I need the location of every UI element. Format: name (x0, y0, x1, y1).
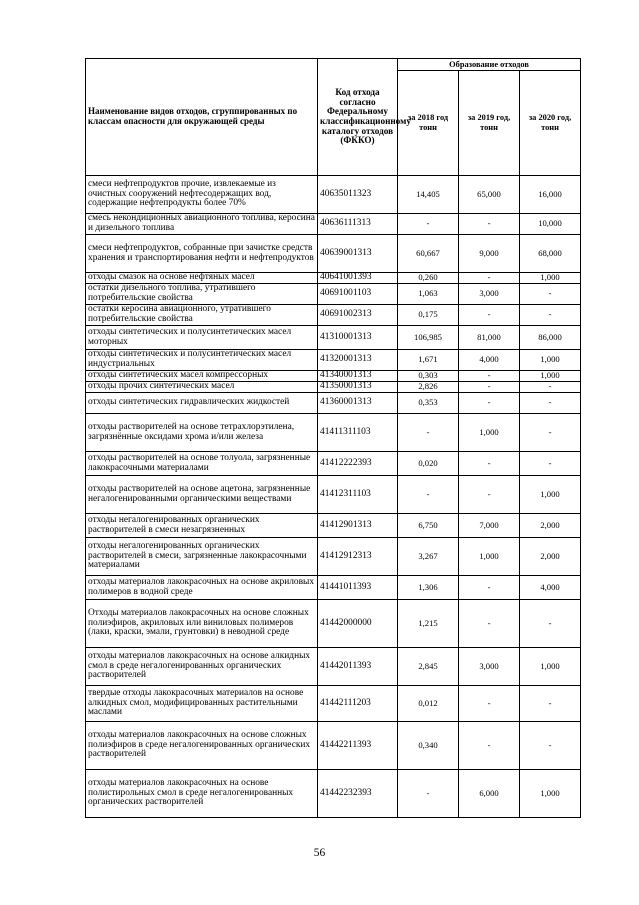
value-2020-cell: - (520, 414, 581, 452)
waste-name-cell: отходы синтетических гидравлических жидкостей (86, 393, 318, 414)
value-2018-cell: 0,020 (398, 452, 459, 476)
value-2020-cell: 1,000 (520, 371, 581, 382)
value-2020-cell: 1,000 (520, 350, 581, 371)
value-2019-cell: - (459, 214, 520, 235)
value-2020-cell: - (520, 722, 581, 770)
fkko-code-cell: 41320001313 (318, 350, 398, 371)
table-row (86, 214, 581, 235)
fkko-code-cell: 41442232393 (318, 770, 398, 818)
waste-name-cell: отходы растворителей на основе толуола, загрязненные лакокрасочными материалами (86, 452, 318, 476)
value-2019-cell: - (459, 722, 520, 770)
value-2019-cell: 1,000 (459, 414, 520, 452)
waste-name-cell: отходы растворителей на основе тетрахлорэтилена, загрязнённые оксидами хрома и/или железа (86, 414, 318, 452)
value-2018-cell: 1,306 (398, 576, 459, 600)
value-2019-cell: 81,000 (459, 326, 520, 350)
value-2019-cell: - (459, 600, 520, 648)
value-2020-cell: - (520, 382, 581, 393)
value-2020-cell: - (520, 600, 581, 648)
value-2020-cell: 4,000 (520, 576, 581, 600)
header-waste-generation: Образование отходов (398, 59, 581, 71)
value-2019-cell: - (459, 273, 520, 284)
value-2018-cell: 14,405 (398, 176, 459, 214)
value-2019-cell: - (459, 476, 520, 514)
fkko-code-cell: 41442111203 (318, 686, 398, 722)
value-2020-cell: - (520, 686, 581, 722)
table-row (86, 476, 581, 514)
value-2019-cell: 1,000 (459, 538, 520, 576)
table-row (86, 514, 581, 538)
value-2020-cell: - (520, 284, 581, 305)
value-2019-cell: - (459, 452, 520, 476)
waste-name-cell: отходы растворителей на основе ацетона, загрязненные негалогенированными органическими веществами (86, 476, 318, 514)
value-2018-cell: 106,985 (398, 326, 459, 350)
table-row (86, 770, 581, 818)
value-2019-cell: 7,000 (459, 514, 520, 538)
value-2020-cell: 1,000 (520, 273, 581, 284)
header-waste-name: Наименование видов отходов, сгруппированных по классам опасности для окружающей среды (86, 59, 318, 176)
waste-name-cell: отходы негалогенированных органических растворителей в смеси незагрязненных (86, 514, 318, 538)
waste-name-cell: остатки керосина авиационного, утратившего потребительские свойства (86, 305, 318, 326)
value-2018-cell: 60,667 (398, 235, 459, 273)
fkko-code-cell: 40641001393 (318, 273, 398, 284)
table-row (86, 600, 581, 648)
value-2019-cell: 4,000 (459, 350, 520, 371)
value-2018-cell: 1,215 (398, 600, 459, 648)
value-2020-cell: - (520, 393, 581, 414)
waste-name-cell: остатки дизельного топлива, утратившего потребительские свойства (86, 284, 318, 305)
value-2020-cell: 1,000 (520, 648, 581, 686)
header-year-2018: за 2018 год тонн (398, 71, 459, 176)
value-2019-cell: 65,000 (459, 176, 520, 214)
value-2018-cell: 2,826 (398, 382, 459, 393)
table-row (86, 350, 581, 371)
value-2018-cell: 2,845 (398, 648, 459, 686)
fkko-code-cell: 41441011393 (318, 576, 398, 600)
value-2020-cell: 1,000 (520, 770, 581, 818)
waste-name-cell: смесь некондиционных авиационного топлива, керосина и дизельного топлива (86, 214, 318, 235)
page-number: 56 (313, 847, 326, 859)
value-2019-cell: - (459, 382, 520, 393)
fkko-code-cell: 40691001103 (318, 284, 398, 305)
table-row (86, 305, 581, 326)
value-2019-cell: - (459, 371, 520, 382)
fkko-code-cell: 40691002313 (318, 305, 398, 326)
waste-name-cell: твердые отходы лакокрасочных материалов на основе алкидных смол, модифицированных растительными маслами (86, 686, 318, 722)
value-2019-cell: - (459, 305, 520, 326)
value-2018-cell: 0,260 (398, 273, 459, 284)
table-row (86, 273, 581, 284)
waste-name-cell: отходы материалов лакокрасочных на основе сложных полиэфиров в среде негалогенированных органических растворителей (86, 722, 318, 770)
waste-name-cell: смеси нефтепродуктов, собранные при зачистке средств хранения и транспортирования нефти и нефтепродуктов (86, 235, 318, 273)
fkko-code-cell: 41310001313 (318, 326, 398, 350)
value-2019-cell: 3,000 (459, 284, 520, 305)
value-2018-cell: - (398, 214, 459, 235)
fkko-code-cell: 40639001313 (318, 235, 398, 273)
waste-name-cell: отходы прочих синтетических масел (86, 382, 318, 393)
waste-name-cell: отходы синтетических и полусинтетических масел индустриальных (86, 350, 318, 371)
value-2018-cell: 1,063 (398, 284, 459, 305)
value-2018-cell: 0,353 (398, 393, 459, 414)
table-row (86, 176, 581, 214)
waste-name-cell: смеси нефтепродуктов прочие, извлекаемые из очистных сооружений нефтесодержащих вод, содержащие нефтепродукты более 70% (86, 176, 318, 214)
fkko-code-cell: 41442011393 (318, 648, 398, 686)
fkko-code-cell: 41412311103 (318, 476, 398, 514)
table-row (86, 722, 581, 770)
value-2019-cell: 9,000 (459, 235, 520, 273)
fkko-code-cell: 41340001313 (318, 371, 398, 382)
waste-table (85, 58, 581, 818)
value-2019-cell: - (459, 686, 520, 722)
table-row (86, 284, 581, 305)
table-row (86, 538, 581, 576)
value-2020-cell: 2,000 (520, 538, 581, 576)
value-2019-cell: 6,000 (459, 770, 520, 818)
waste-name-cell: отходы материалов лакокрасочных на основе алкидных смол в среде негалогенированных органических растворителей (86, 648, 318, 686)
header-year-2019: за 2019 год, тонн (459, 71, 520, 176)
waste-name-cell: отходы материалов лакокрасочных на основе полистирольных смол в среде негалогенированных органических растворителей (86, 770, 318, 818)
value-2020-cell: - (520, 305, 581, 326)
fkko-code-cell: 41411311103 (318, 414, 398, 452)
value-2020-cell: 10,000 (520, 214, 581, 235)
value-2018-cell: 6,750 (398, 514, 459, 538)
table-row (86, 686, 581, 722)
fkko-code-cell: 41412222393 (318, 452, 398, 476)
table-body (86, 176, 581, 818)
fkko-code-cell: 41360001313 (318, 393, 398, 414)
value-2018-cell: 0,303 (398, 371, 459, 382)
table-row (86, 576, 581, 600)
value-2018-cell: 3,267 (398, 538, 459, 576)
value-2020-cell: 2,000 (520, 514, 581, 538)
table-row (86, 414, 581, 452)
table-row (86, 393, 581, 414)
value-2018-cell: 1,671 (398, 350, 459, 371)
value-2018-cell: - (398, 414, 459, 452)
header-year-2020: за 2020 год, тонн (520, 71, 581, 176)
fkko-code-cell: 40636111313 (318, 214, 398, 235)
fkko-code-cell: 41350001313 (318, 382, 398, 393)
table-row (86, 371, 581, 382)
value-2018-cell: 0,012 (398, 686, 459, 722)
value-2020-cell: - (520, 452, 581, 476)
value-2018-cell: 0,340 (398, 722, 459, 770)
fkko-code-cell: 41412912313 (318, 538, 398, 576)
waste-name-cell: отходы синтетических масел компрессорных (86, 371, 318, 382)
waste-name-cell: отходы синтетических и полусинтетических масел моторных (86, 326, 318, 350)
value-2019-cell: - (459, 393, 520, 414)
fkko-code-cell: 40635011323 (318, 176, 398, 214)
value-2020-cell: 16,000 (520, 176, 581, 214)
fkko-code-cell: 41442211393 (318, 722, 398, 770)
fkko-code-cell: 41412901313 (318, 514, 398, 538)
value-2018-cell: 0,175 (398, 305, 459, 326)
header-fkko-code: Код отхода согласно Федеральному классификационному каталогу отходов (ФККО) (318, 59, 398, 176)
waste-name-cell: отходы материалов лакокрасочных на основе акриловых полимеров в водной среде (86, 576, 318, 600)
value-2019-cell: - (459, 576, 520, 600)
table-row (86, 648, 581, 686)
waste-name-cell: отходы смазок на основе нефтяных масел (86, 273, 318, 284)
value-2019-cell: 3,000 (459, 648, 520, 686)
table-row (86, 452, 581, 476)
value-2018-cell: - (398, 476, 459, 514)
value-2020-cell: 1,000 (520, 476, 581, 514)
table-row (86, 326, 581, 350)
table-row (86, 382, 581, 393)
fkko-code-cell: 41442000000 (318, 600, 398, 648)
waste-name-cell: Отходы материалов лакокрасочных на основе сложных полиэфиров, акриловых или виниловых полимеров (лаки, краски, эмали, грунтовки) в неводной среде (86, 600, 318, 648)
value-2018-cell: - (398, 770, 459, 818)
table-header (86, 59, 581, 176)
value-2020-cell: 68,000 (520, 235, 581, 273)
table-row (86, 235, 581, 273)
value-2020-cell: 86,000 (520, 326, 581, 350)
waste-name-cell: отходы негалогенированных органических растворителей в смеси, загрязненные лакокрасочными материалами (86, 538, 318, 576)
